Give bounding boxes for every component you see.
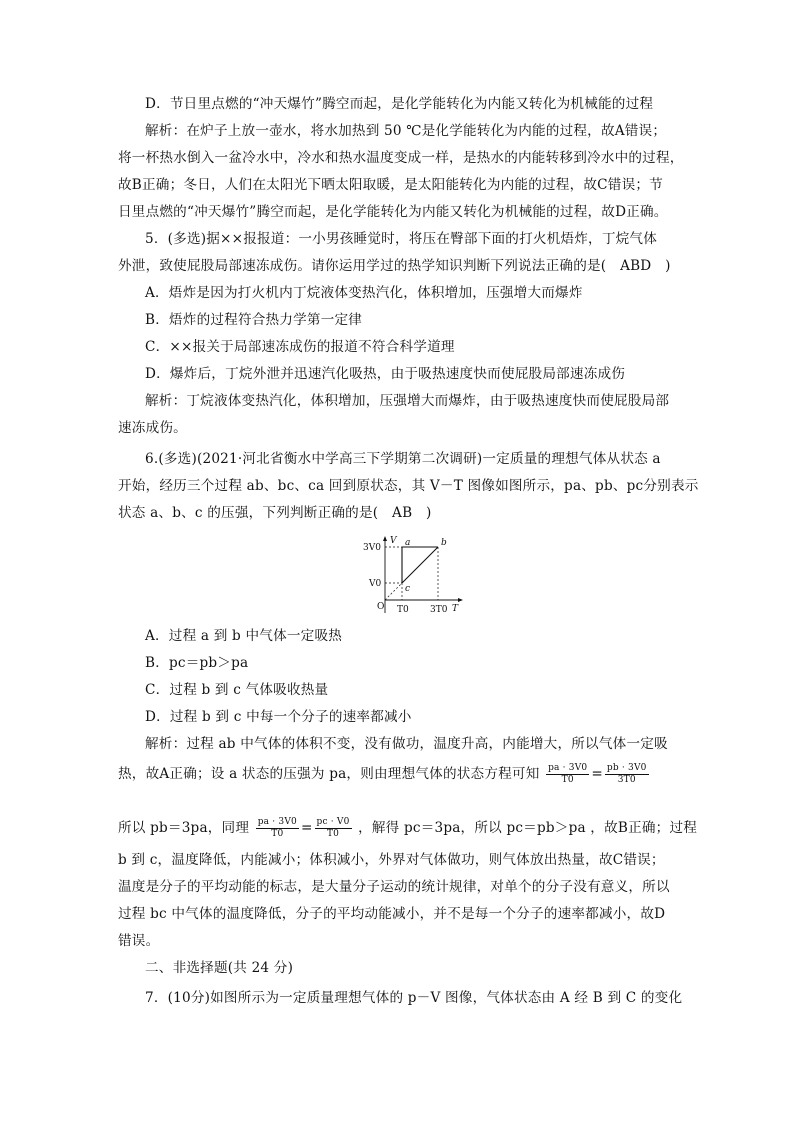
point-b-label: b	[441, 538, 447, 548]
origin-label: O	[377, 602, 385, 612]
process-bc	[402, 547, 438, 583]
fraction-d-num: pc · V0	[316, 817, 350, 827]
option-b-q5: B．焐炸的过程符合热力学第一定律	[145, 312, 363, 328]
analysis-q6-line6: 过程 bc 中气体的温度降低，分子的平均动能减小，并不是每一个分子的速率都减小，故D	[118, 906, 666, 922]
fraction-a	[546, 763, 589, 786]
analysis-q6-line2-text: 热，故A正确；设 a 状态的压强为 pa，则由理想气体的状态方程可知	[118, 766, 540, 782]
analysis-q6-line3: 所以 pb＝3pa，同理 $\frac{pa \cdot 3V0}{T0}$ = $\frac{pc \cdot V0}{T0}$ ，解得 pc＝3pa，所以 pc＝pb＞pa ，故B正确；过程	[118, 817, 698, 839]
analysis-q4-line1: 解析：在炉子上放一壶水，将水加热到 50 ℃是化学能转化为内能的过程，故A错误；	[145, 123, 667, 139]
fraction-b-den: 3T0	[617, 775, 636, 785]
question-5-stem: 5．(多选)据××报报道：一小男孩睡觉时，将压在臀部下面的打火机焐炸，丁烷气体	[145, 231, 658, 247]
option-b-q6: B．pc＝pb＞pa	[145, 655, 249, 671]
fraction-c-num: pa · 3V0	[257, 817, 297, 827]
analysis-q5-line1: 解析：丁烷液体变热汽化，体积增加，压强增大而爆炸，由于吸热速度快而使屁股局部	[145, 393, 670, 409]
fraction-a-den: T0	[561, 775, 574, 785]
option-d-q4: D．节日里点燃的“冲天爆竹”腾空而起，是化学能转化为内能又转化为机械能的过程	[145, 96, 654, 112]
analysis-q6-line2: 热，故A正确；设 a 状态的压强为 pa，则由理想气体的状态方程可知 $\frac{pa \cdot 3V0}{T0}$ = $\frac{pb \cdot 3V0}{3T0}$	[118, 763, 647, 785]
question-5-stem-2: 外泄，致使屁股局部速冻成伤。请你运用学过的热学知识判断下列说法正确的是( ABD )	[118, 258, 671, 274]
option-d-q5: D．爆炸后，丁烷外泄并迅速汽化吸热，由于吸热速度快而使屁股局部速冻成伤	[145, 366, 626, 382]
t-axis-label: T	[452, 604, 459, 614]
analysis-q4-line4: 日里点燃的“冲天爆竹”腾空而起，是化学能转化为内能又转化为机械能的过程，故D正确。	[118, 204, 668, 220]
v-axis-label: V	[390, 536, 397, 546]
fraction-b-num: pb · 3V0	[606, 763, 647, 773]
analysis-q6-line3-b: ，解得 pc＝3pa，所以 pc＝pb＞pa ，故B正确；过程	[358, 820, 698, 836]
option-a-q6: A．过程 a 到 b 中气体一定吸热	[145, 628, 343, 644]
fraction-b	[605, 763, 649, 786]
question-6-stem: 6.(多选)(2021·河北省衡水中学高三下学期第二次调研)一定质量的理想气体从状态 a	[145, 451, 661, 467]
t-axis-arrow	[458, 598, 463, 602]
tick-t0: T0	[397, 605, 409, 615]
analysis-q6-line4: b 到 c，温度降低，内能减小；体积减小，外界对气体做功，则气体放出热量，故C错误；	[118, 852, 665, 868]
fraction-c	[256, 817, 299, 840]
analysis-q4-line2: 将一杯热水倒入一盆冷水中，冷水和热水温度变成一样，是热水的内能转移到冷水中的过程，	[118, 150, 684, 166]
option-d-q6: D．过程 b 到 c 中每一个分子的速率都减小	[145, 709, 412, 725]
analysis-q6-line3-a: 所以 pb＝3pa，同理	[118, 820, 250, 836]
tick-v0: V0	[369, 579, 382, 589]
point-a-label: a	[405, 538, 411, 548]
analysis-q6-line1: 解析：过程 ab 中气体的体积不变，没有做功，温度升高，内能增大，所以气体一定吸	[145, 736, 668, 752]
analysis-q5-line2: 速冻成伤。	[118, 420, 187, 436]
analysis-q4-line3: 故B正确；冬日，人们在太阳光下晒太阳取暖，是太阳能转化为内能的过程，故C错误；节	[118, 177, 663, 193]
fraction-c-den: T0	[271, 829, 284, 839]
question-6-stem-2: 开始，经历三个过程 ab、bc、ca 回到原状态，其 V－T 图像如图所示，pa、pb、pc分别表示	[118, 478, 699, 494]
v-axis-arrow	[383, 536, 387, 541]
option-a-q5: A．焐炸是因为打火机内丁烷液体变热汽化，体积增加，压强增大而爆炸	[145, 285, 583, 301]
option-c-q6: C．过程 b 到 c 气体吸收热量	[145, 682, 329, 698]
analysis-q6-line5: 温度是分子的平均动能的标志，是大量分子运动的统计规律，对单个的分子没有意义，所以	[118, 879, 670, 895]
section-heading: 二、非选择题(共 24 分)	[145, 960, 294, 976]
tick-3v0: 3V0	[363, 543, 381, 553]
question-6-stem-3: 状态 a、b、c 的压强，下列判断正确的是( AB )	[118, 505, 432, 521]
fraction-d	[315, 817, 352, 840]
point-c-label: c	[405, 584, 411, 594]
analysis-q6-line7: 错误。	[118, 933, 160, 949]
fraction-a-num: pa · 3V0	[548, 763, 588, 773]
option-c-q5: C．××报关于局部速冻成伤的报道不符合科学道理	[145, 339, 455, 355]
tick-3t0: 3T0	[430, 605, 448, 615]
vt-graph-figure	[355, 535, 465, 620]
origin-extension	[385, 583, 402, 600]
fraction-d-den: T0	[326, 829, 340, 839]
question-7-stem: 7．(10分)如图所示为一定质量理想气体的 p－V 图像，气体状态由 A 经 B 到 C 的变化	[145, 990, 683, 1006]
